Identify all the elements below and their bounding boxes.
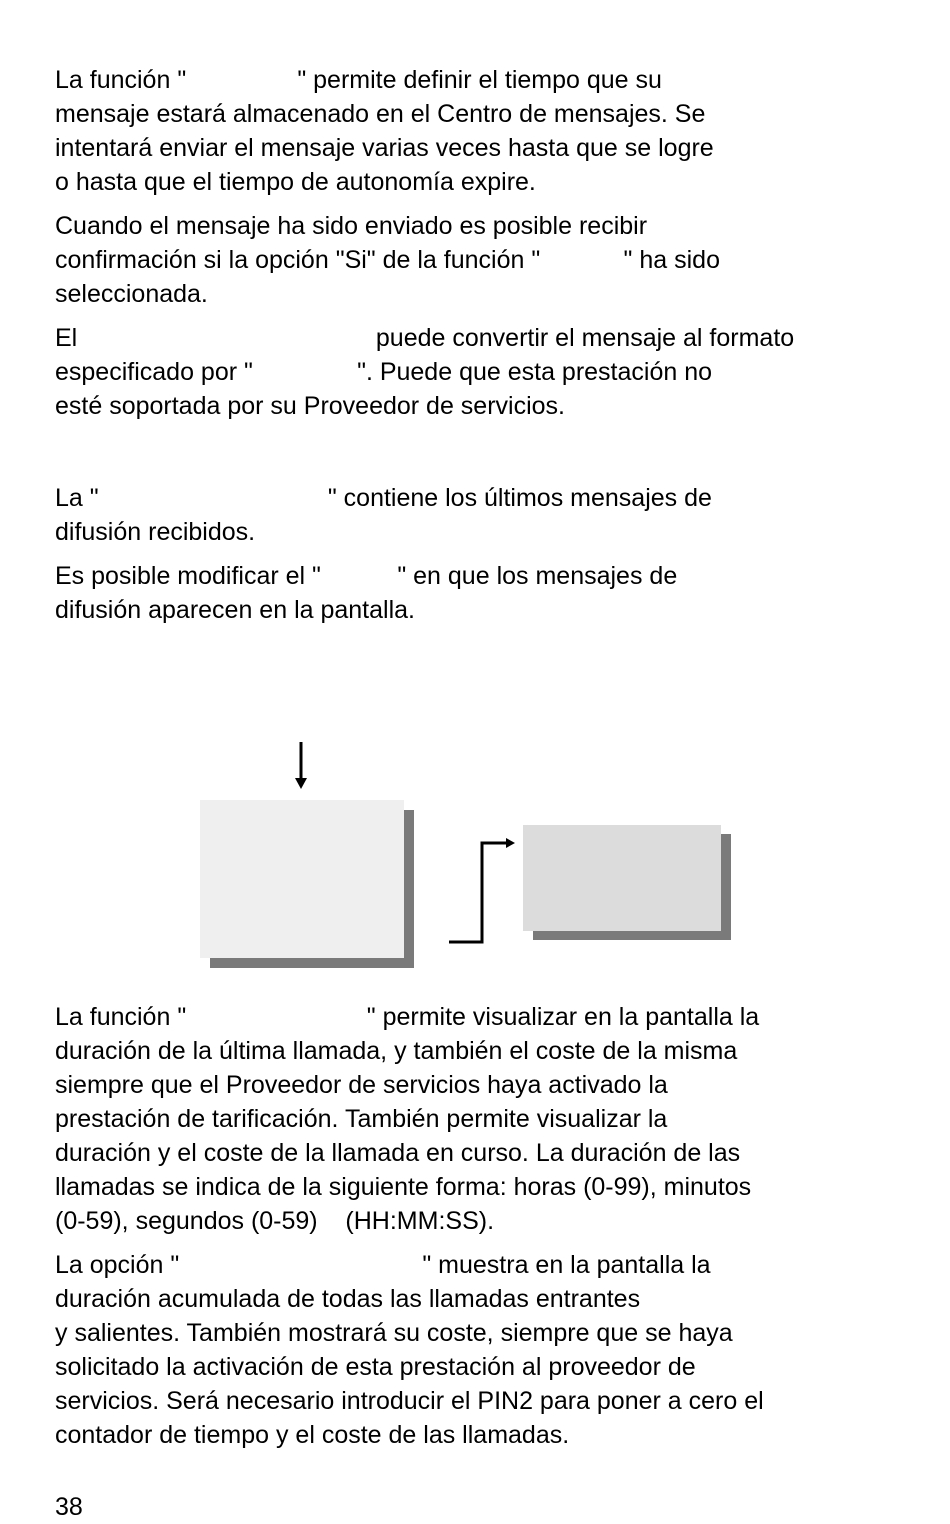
text-line: siempre que el Proveedor de servicios haya activado la: [55, 1071, 668, 1099]
text-line: y salientes. También mostrará su coste, siempre que se haya: [55, 1319, 733, 1347]
text-line: prestación de tarificación. También permite visualizar la: [55, 1105, 668, 1133]
text-line: La función " " permite definir el tiempo que su: [55, 66, 662, 94]
text-line: seleccionada.: [55, 280, 208, 308]
display-box-face: [523, 825, 721, 931]
text-line: servicios. Será necesario introducir el PIN2 para poner a cero el: [55, 1387, 764, 1415]
display-box-left: [200, 800, 414, 968]
text-line: contador de tiempo y el coste de las llamadas.: [55, 1421, 570, 1449]
text-line: llamadas se indica de la siguiente forma: horas (0-99), minutos: [55, 1173, 752, 1201]
text-line: La " " contiene los últimos mensajes de: [55, 484, 712, 512]
text-line: (0-59), segundos (0-59) (HH:MM:SS).: [55, 1207, 495, 1235]
text-line: solicitado la activación de esta prestación al proveedor de: [55, 1353, 696, 1381]
display-box-face: [200, 800, 404, 958]
text-line: mensaje estará almacenado en el Centro de mensajes. Se: [55, 100, 706, 128]
text-line: Es posible modificar el " " en que los mensajes de: [55, 562, 678, 590]
text-line: confirmación si la opción "Si" de la función " " ha sido: [55, 246, 720, 274]
text-line: intentará enviar el mensaje varias veces hasta que se logre: [55, 134, 714, 162]
text-line: Cuando el mensaje ha sido enviado es posible recibir: [55, 212, 648, 240]
text-line: La función " " permite visualizar en la pantalla la: [55, 1003, 760, 1031]
down-arrow-icon: [295, 742, 307, 789]
text-line: La opción " " muestra en la pantalla la: [55, 1251, 711, 1279]
text-line: difusión aparecen en la pantalla.: [55, 596, 415, 624]
text-line: El puede convertir el mensaje al formato: [55, 324, 795, 352]
text-line: especificado por " ". Puede que esta prestación no: [55, 358, 713, 386]
text-line: o hasta que el tiempo de autonomía expire.: [55, 168, 536, 196]
text-line: duración acumulada de todas las llamadas entrantes: [55, 1285, 641, 1313]
display-box-right: [523, 825, 731, 940]
text-line: duración y el coste de la llamada en curso. La duración de las: [55, 1139, 741, 1167]
page-number: 38: [55, 1493, 83, 1521]
text-line: duración de la última llamada, y también el coste de la misma: [55, 1037, 738, 1065]
text-line: difusión recibidos.: [55, 518, 256, 546]
connector-arrow-icon: [449, 838, 515, 942]
text-line: esté soportada por su Proveedor de servicios.: [55, 392, 565, 420]
